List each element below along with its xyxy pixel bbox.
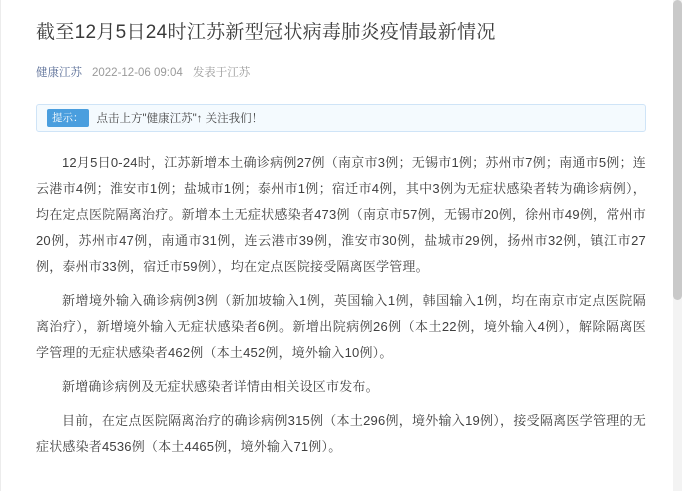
article-paragraph: 12月5日0-24时，江苏新增本土确诊病例27例（南京市3例；无锡市1例；苏州市7例；南通市5例；连云港市4例；淮安市1例；盐城市1例；泰州市1例；宿迁市4例，其中3例为无症状感染者转为确诊病例），均在定点医院隔离治疗。新增本土无症状感染者473例（南京市57例，无锡市20例，徐州市49例，常州市20例，苏州市47例，南通市31例，连云港市39例，淮安市30例，盐城市29例，扬州市32例，镇江市27例，泰州市33例，宿迁市59例），均在定点医院接受隔离医学管理。 <box>36 155 646 274</box>
article-meta <box>36 64 646 82</box>
article-datetime: 2022-12-06 09:04 <box>92 67 183 79</box>
article-location: 发表于江苏 <box>192 67 251 79</box>
article-source[interactable]: 健康江苏 <box>36 67 82 79</box>
scrollbar-thumb[interactable] <box>673 0 682 300</box>
article-paragraph: 新增确诊病例及无症状感染者详情由相关设区市发布。 <box>62 379 379 394</box>
article-paragraph: 目前，在定点医院隔离治疗的确诊病例315例（本土296例，境外输入19例），接受隔离医学管理的无症状感染者4536例（本土4465例，境外输入71例）。 <box>36 413 646 454</box>
article-body <box>36 150 646 460</box>
tip-label-badge: 提示： <box>47 109 89 127</box>
article-paragraph: 新增境外输入确诊病例3例（新加坡输入1例，英国输入1例，韩国输入1例，均在南京市定点医院隔离治疗），新增境外输入无症状感染者6例。新增出院病例26例（本土22例，境外输入4例），解除隔离医学管理的无症状感染者462例（本土452例，境外输入10例）。 <box>36 293 646 360</box>
tip-banner <box>36 104 646 132</box>
page-title: 截至12月5日24时江苏新型冠状病毒肺炎疫情最新情况 <box>36 22 496 43</box>
tip-text[interactable]: 点击上方"健康江苏"↑ 关注我们！ <box>96 113 264 125</box>
vertical-scrollbar[interactable] <box>673 0 682 491</box>
page-left-border <box>0 0 1 491</box>
